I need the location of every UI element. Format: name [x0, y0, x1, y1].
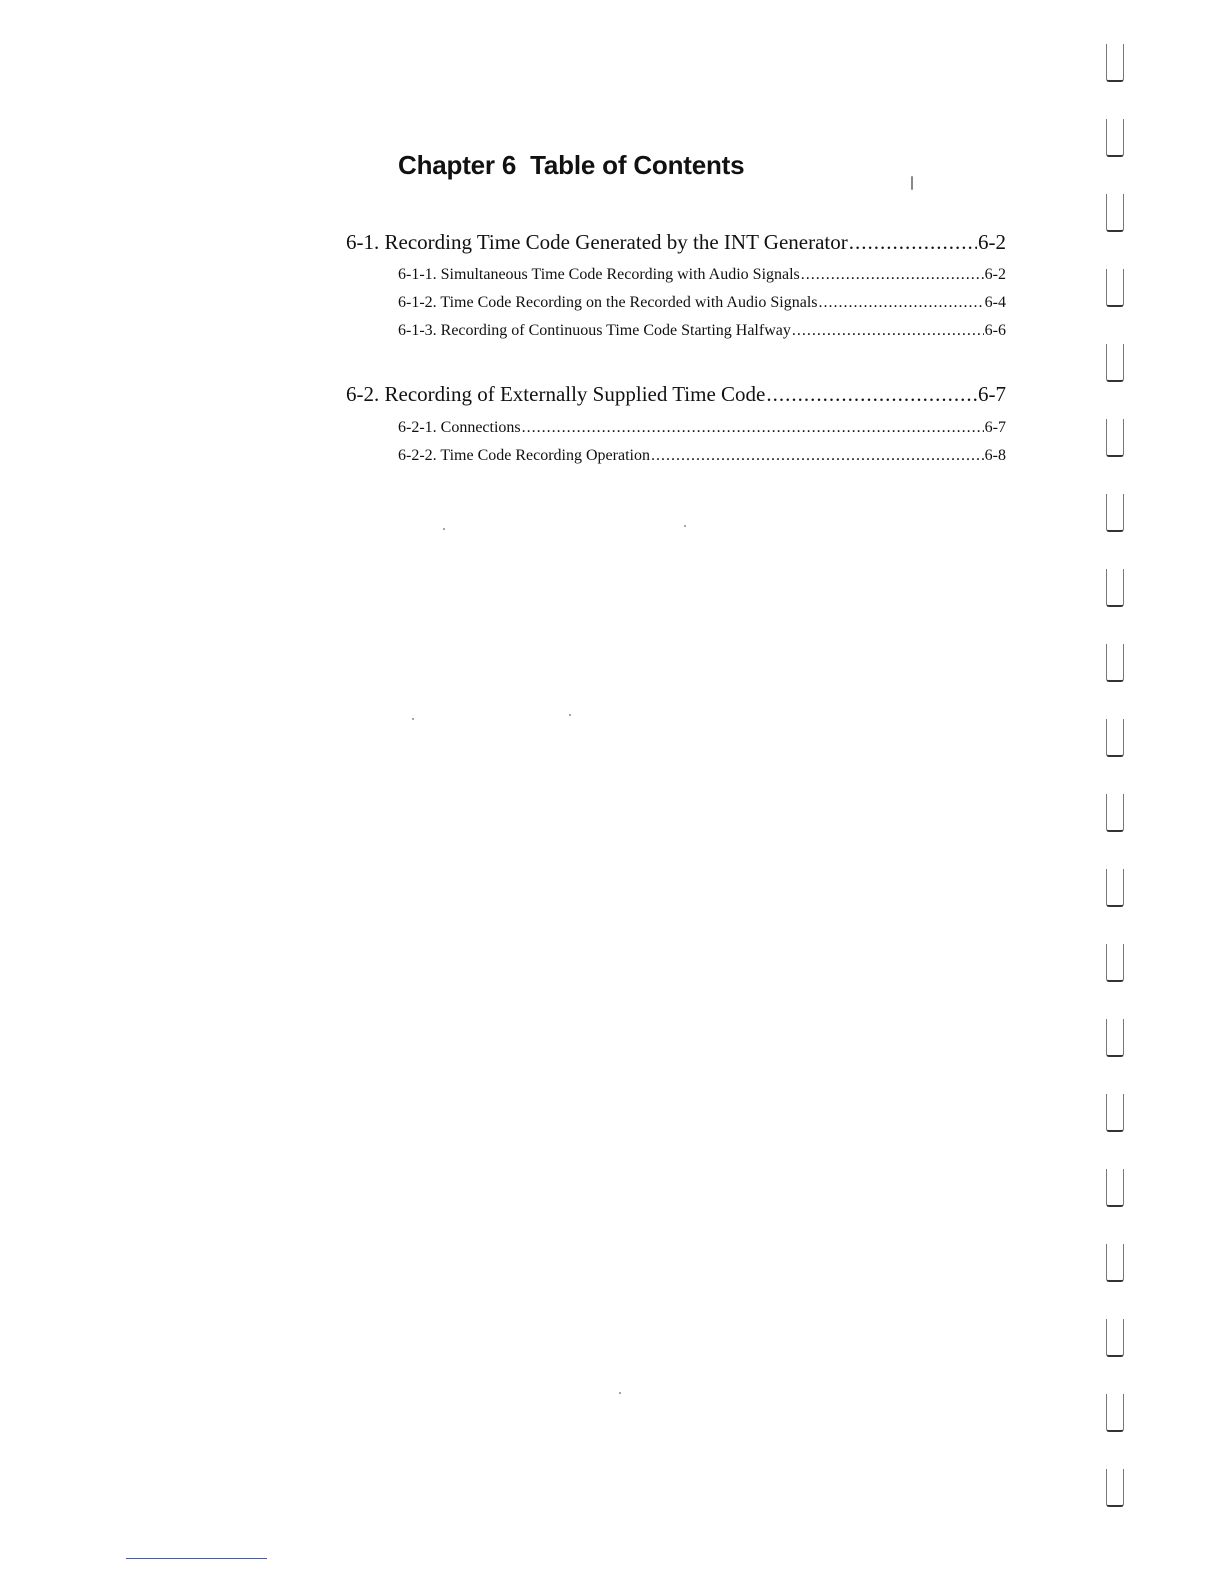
scan-speck [619, 1392, 621, 1394]
binder-hole [1106, 344, 1124, 382]
toc-entry-page: 6-6 [984, 322, 1006, 339]
toc-entry[interactable] [398, 294, 1006, 312]
dot-leader [766, 382, 977, 407]
binder-hole [1106, 719, 1124, 757]
toc-entry-page: 6-2 [984, 266, 1006, 283]
toc-entry-label: 6-2. Recording of Externally Supplied Time Code [346, 382, 766, 406]
dot-leader [651, 447, 984, 465]
toc-entry-page: 6-8 [984, 447, 1006, 464]
binder-hole [1106, 269, 1124, 307]
toc-entry-label: 6-2-1. Connections [398, 419, 521, 436]
binder-hole [1106, 569, 1124, 607]
toc-entry-label: 6-1. Recording Time Code Generated by the INT Generator [346, 230, 848, 254]
dot-leader [801, 266, 984, 284]
toc-entry-page: 6-2 [978, 230, 1006, 254]
chapter-title: Chapter 6 Table of Contents [398, 150, 745, 180]
binder-hole [1106, 194, 1124, 232]
dot-leader [792, 322, 984, 340]
binder-hole [1106, 794, 1124, 832]
toc-entry[interactable] [346, 230, 1006, 255]
scan-speck [684, 525, 686, 527]
binder-hole [1106, 44, 1124, 82]
binder-hole [1106, 1094, 1124, 1132]
toc-entry[interactable] [346, 382, 1006, 407]
binder-hole [1106, 1244, 1124, 1282]
toc-entry-page: 6-7 [978, 382, 1006, 406]
binder-hole [1106, 644, 1124, 682]
dot-leader [522, 419, 984, 437]
binder-hole [1106, 1169, 1124, 1207]
binder-hole [1106, 1019, 1124, 1057]
dot-leader [849, 230, 977, 255]
scan-speck [569, 714, 571, 716]
toc-entry-page: 6-7 [984, 419, 1006, 436]
toc-entry-label: 6-1-1. Simultaneous Time Code Recording with Audio Signals [398, 266, 800, 283]
binder-hole [1106, 944, 1124, 982]
toc-entry-label: 6-1-3. Recording of Continuous Time Code Starting Halfway [398, 322, 791, 339]
link-underline [126, 1558, 267, 1559]
binder-hole [1106, 119, 1124, 157]
scan-speck [911, 176, 913, 190]
toc-entry[interactable] [398, 322, 1006, 340]
dot-leader [819, 294, 984, 312]
binder-hole [1106, 494, 1124, 532]
toc-entry-page: 6-4 [984, 294, 1006, 311]
binder-hole [1106, 419, 1124, 457]
scan-speck [443, 528, 445, 530]
scan-speck [412, 718, 414, 720]
toc-entry[interactable] [398, 447, 1006, 465]
toc-entry-label: 6-1-2. Time Code Recording on the Recorded with Audio Signals [398, 294, 818, 311]
toc-entry[interactable] [398, 419, 1006, 437]
binder-hole [1106, 1469, 1124, 1507]
binder-holes [1106, 44, 1130, 1544]
toc-entry-label: 6-2-2. Time Code Recording Operation [398, 447, 650, 464]
binder-hole [1106, 869, 1124, 907]
binder-hole [1106, 1319, 1124, 1357]
binder-hole [1106, 1394, 1124, 1432]
toc-entry[interactable] [398, 266, 1006, 284]
